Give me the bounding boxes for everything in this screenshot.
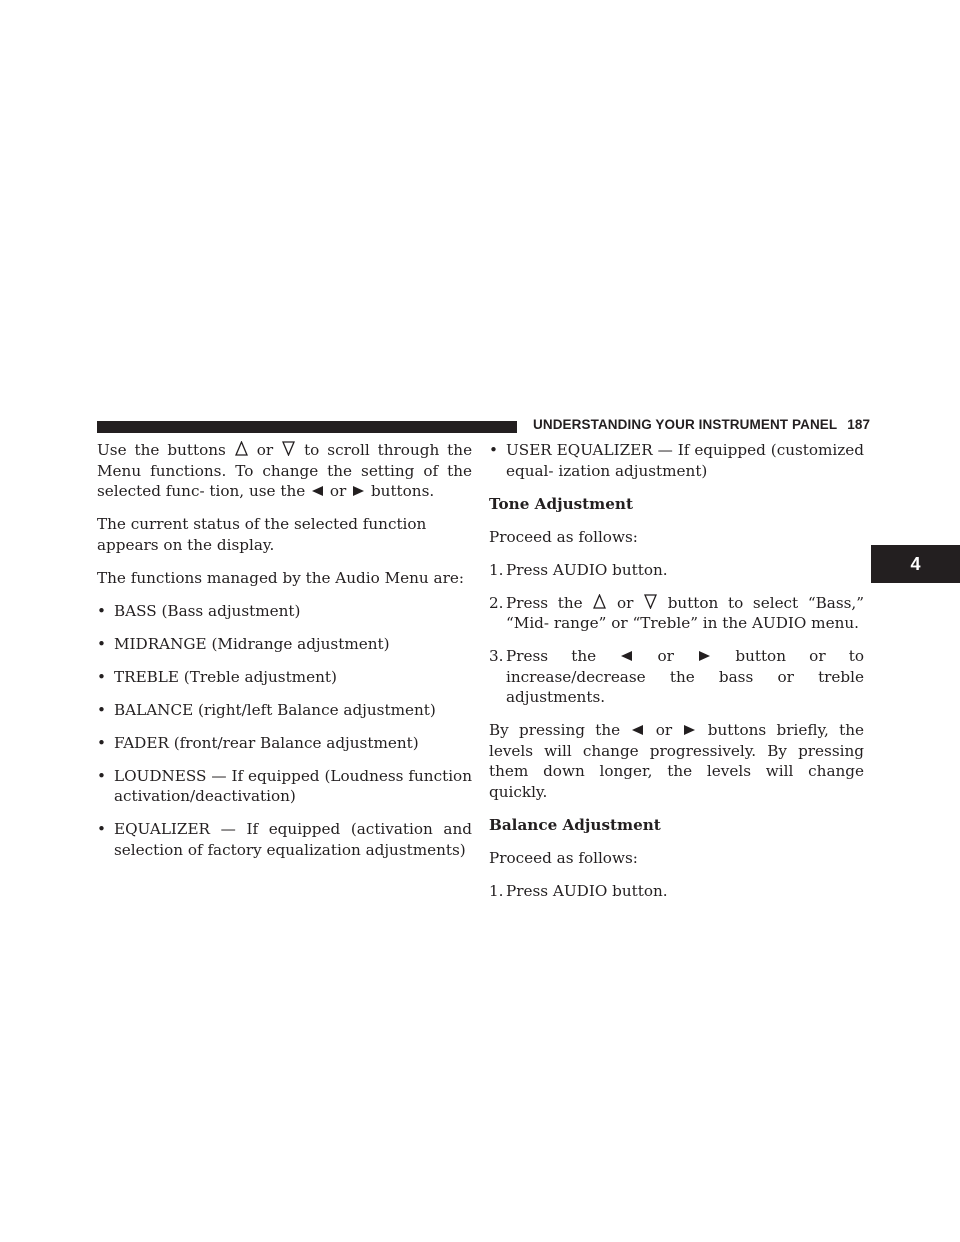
list-item: • EQUALIZER — If equipped (activation and selection of factory equalization adjustments) [97, 820, 472, 859]
status-paragraph: The current status of the selected function appears on the display. [97, 515, 427, 554]
left-arrow-solid-icon [631, 724, 644, 736]
tone-intro: Proceed as follows: [489, 527, 638, 546]
list-item: • BALANCE (right/left Balance adjustment) [97, 700, 436, 719]
intro-paragraph: Use the buttons or to scroll through the Menu functions. To change the setting of the selected func- tion, use the or buttons. [97, 441, 473, 500]
list-item: • USER EQUALIZER — If equipped (customized equal- ization adjustment) [489, 441, 864, 480]
section-title: UNDERSTANDING YOUR INSTRUMENT PANEL [533, 417, 838, 432]
balance-intro: Proceed as follows: [489, 848, 638, 867]
left-arrow-solid-icon [620, 650, 633, 662]
left-arrow-solid-icon [311, 485, 324, 497]
list-item: • BASS (Bass adjustment) [97, 601, 301, 620]
list-item: • MIDRANGE (Midrange adjustment) [97, 634, 390, 653]
chapter-tab[interactable]: 4 [871, 545, 960, 583]
right-arrow-solid-icon [352, 485, 365, 497]
balance-step-1: 1. Press AUDIO button. [489, 881, 668, 900]
left-column [97, 440, 472, 873]
header-rule [97, 421, 517, 433]
tone-adjustment-heading: Tone Adjustment [489, 494, 633, 513]
levels-paragraph: By pressing the or buttons briefly, the levels will change progressively. By pressing them down longer, the levels will change quickly. [489, 721, 865, 801]
balance-adjustment-heading: Balance Adjustment [489, 815, 661, 834]
running-header [533, 415, 870, 435]
list-item: • TREBLE (Treble adjustment) [97, 667, 337, 686]
tone-step-2: 2. Press the or button to select “Bass,” “Mid- range” or “Treble” in the AUDIO menu. [489, 593, 864, 632]
page-number: 187 [847, 417, 871, 432]
up-triangle-outline-icon [235, 441, 248, 456]
list-item: • LOUDNESS — If equipped (Loudness function activation/deactivation) [97, 766, 472, 805]
right-column [489, 440, 864, 914]
list-item: • FADER (front/rear Balance adjustment) [97, 733, 419, 752]
tone-step-3: 3. Press the or button or to increase/decrease the bass or treble adjustments. [489, 647, 865, 706]
right-arrow-solid-icon [698, 650, 711, 662]
right-arrow-solid-icon [683, 724, 696, 736]
down-triangle-outline-icon [644, 594, 657, 609]
tone-step-1: 1. Press AUDIO button. [489, 560, 668, 579]
functions-intro: The functions managed by the Audio Menu are: [97, 568, 464, 587]
up-triangle-outline-icon [593, 594, 606, 609]
down-triangle-outline-icon [282, 441, 295, 456]
